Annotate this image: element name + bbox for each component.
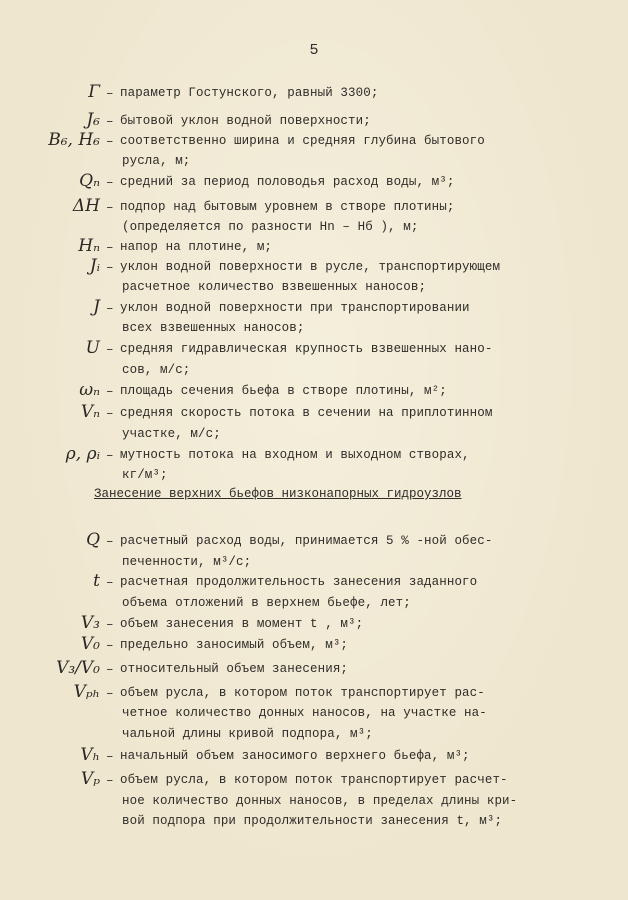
definition-symbol: J₆	[86, 110, 100, 130]
definition-dash: –	[106, 87, 114, 101]
definition-text-line: (определяется по разности Hn – Hб ), м;	[122, 220, 419, 234]
definition-text-line: средняя скорость потока в сечении на приплотинном	[120, 406, 493, 420]
definition-text-line: соответственно ширина и средняя глубина бытового	[120, 134, 485, 148]
definition-symbol: Vₙ	[80, 402, 100, 422]
definition-text-line: средний за период половодья расход воды, м³;	[120, 175, 455, 189]
definition-text-line: расчетное количество взвешенных наносов;	[122, 280, 427, 294]
definition-dash: –	[106, 639, 114, 653]
definition-dash: –	[106, 774, 114, 788]
definition-dash: –	[106, 449, 114, 463]
definition-dash: –	[106, 407, 114, 421]
definition-dash: –	[106, 576, 114, 590]
definition-dash: –	[106, 750, 114, 764]
definition-symbol: ρ, ρᵢ	[65, 444, 100, 464]
definition-symbol: ωₙ	[79, 380, 100, 400]
definition-text-line: начальный объем заносимого верхнего бьефа, м³;	[120, 749, 470, 763]
definition-text-line: параметр Гостунского, равный 3300;	[120, 86, 379, 100]
definition-text-line: бытовой уклон водной поверхности;	[120, 114, 371, 128]
definition-symbol: V₀	[80, 634, 100, 654]
definition-dash: –	[106, 176, 114, 190]
definition-symbol: B₆, H₆	[48, 130, 100, 150]
definition-symbol: V₃/V₀	[56, 658, 100, 678]
definition-dash: –	[106, 241, 114, 255]
definition-dash: –	[106, 618, 114, 632]
definition-symbol: V₃	[80, 613, 100, 633]
definition-symbol: Vₚ	[80, 769, 100, 789]
definition-text-line: вой подпора при продолжительности занесения t, м³;	[122, 814, 503, 828]
definition-dash: –	[106, 663, 114, 677]
definition-symbol: ΔH	[72, 196, 100, 216]
definition-symbol: Vₚₕ	[73, 682, 100, 702]
definition-text-line: относительный объем занесения;	[120, 662, 349, 676]
definition-text-line: расчетный расход воды, принимается 5 % -ной обес-	[120, 534, 493, 548]
definition-text-line: напор на плотине, м;	[120, 240, 273, 254]
definition-text-line: средняя гидравлическая крупность взвешенных нано-	[120, 342, 493, 356]
definition-dash: –	[106, 201, 114, 215]
section-title: Занесение верхних бьефов низконапорных гидроузлов	[94, 487, 462, 501]
definition-text-line: площадь сечения бьефа в створе плотины, м²;	[120, 384, 447, 398]
definition-symbol: J	[93, 297, 100, 317]
definition-text-line: печенности, м³/с;	[122, 555, 252, 569]
definition-symbol: Γ	[88, 82, 100, 102]
definition-text-line: мутность потока на входном и выходном створах,	[120, 448, 470, 462]
definition-text-line: предельно заносимый объем, м³;	[120, 638, 349, 652]
definition-text-line: объем русла, в котором поток транспортирует расчет-	[120, 773, 508, 787]
definition-symbol: Jᵢ	[89, 256, 100, 276]
definition-text-line: подпор над бытовым уровнем в створе плотины;	[120, 200, 455, 214]
definition-dash: –	[106, 135, 114, 149]
definition-text-line: уклон водной поверхности при транспортировании	[120, 301, 470, 315]
definition-dash: –	[106, 343, 114, 357]
definition-dash: –	[106, 385, 114, 399]
definition-text-line: русла, м;	[122, 154, 191, 168]
definition-symbol: Qₙ	[79, 171, 100, 191]
definition-text-line: участке, м/с;	[122, 427, 221, 441]
definition-text-line: расчетная продолжительность занесения заданного	[120, 575, 478, 589]
definition-text-line: объем занесения в момент t , м³;	[120, 617, 364, 631]
definition-dash: –	[106, 302, 114, 316]
definition-text-line: объема отложений в верхнем бьефе, лет;	[122, 596, 411, 610]
definition-text-line: всех взвешенных наносов;	[122, 321, 305, 335]
definition-dash: –	[106, 535, 114, 549]
definition-dash: –	[106, 115, 114, 129]
definition-symbol: Q	[86, 530, 100, 550]
definition-text-line: чальной длины кривой подпора, м³;	[122, 727, 373, 741]
definition-symbol: t	[93, 571, 100, 591]
definition-text-line: ное количество донных наносов, в пределах длины кри-	[122, 794, 518, 808]
definition-symbol: Vₕ	[80, 745, 100, 765]
definition-dash: –	[106, 687, 114, 701]
definition-symbol: U	[85, 338, 100, 358]
definition-text-line: уклон водной поверхности в русле, транспортирующем	[120, 260, 501, 274]
definition-text-line: объем русла, в котором поток транспортирует рас-	[120, 686, 485, 700]
definition-text-line: кг/м³;	[122, 468, 168, 482]
definition-text-line: сов, м/с;	[122, 363, 191, 377]
page-number: 5	[309, 42, 319, 59]
definition-dash: –	[106, 261, 114, 275]
definition-symbol: Hₙ	[78, 236, 100, 256]
definition-text-line: четное количество донных наносов, на участке на-	[122, 706, 487, 720]
